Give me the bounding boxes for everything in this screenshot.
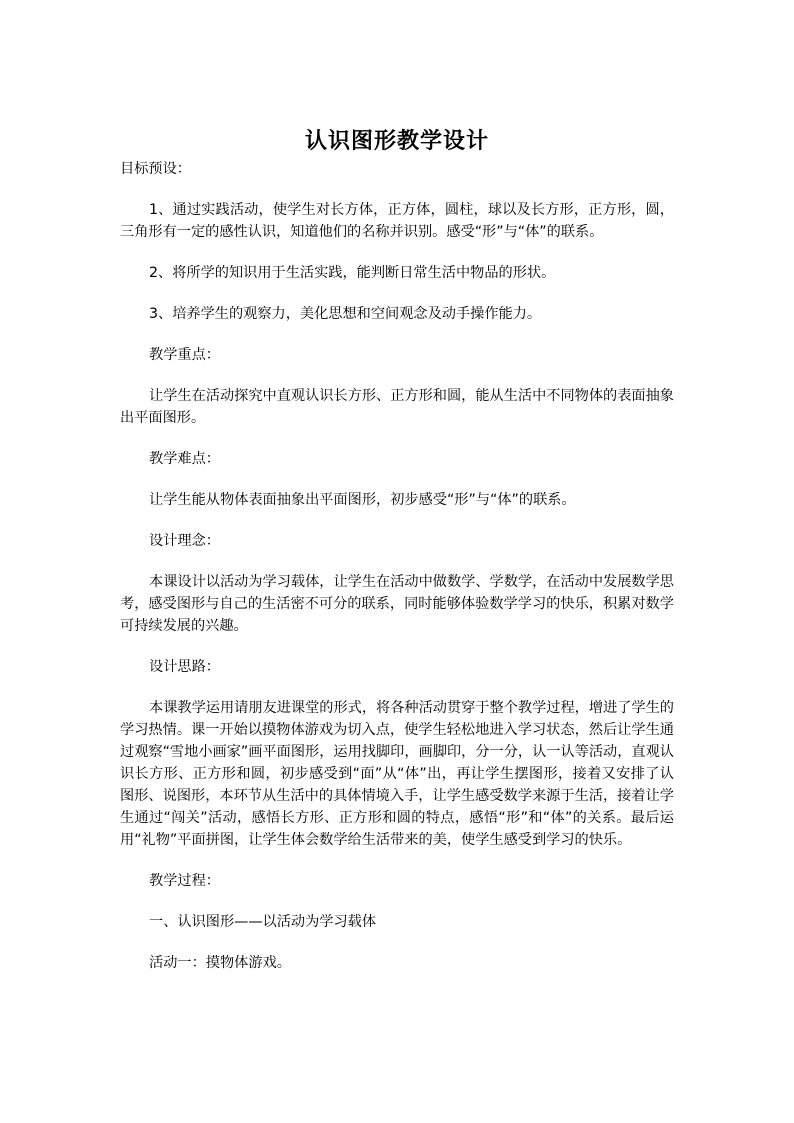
key-points-heading: 教学重点：	[149, 347, 220, 363]
section-1-heading: 一、认识图形——以活动为学习载体	[149, 914, 377, 930]
process-heading: 教学过程：	[149, 873, 220, 889]
concept-paragraph: 本课设计以活动为学习载体，让学生在活动中做数学、学数学，在活动中发展数学思考，感受图形与自己的生活密不可分的联系，同时能够体验数学学习的快乐，积累对数学可持续发展的兴趣。	[120, 574, 674, 634]
key-points-paragraph: 让学生在活动探究中直观认识长方形、正方形和圆，能从生活中不同物体的表面抽象出平面图形。	[120, 388, 674, 426]
document-title: 认识图形教学设计	[304, 128, 489, 154]
approach-paragraph: 本课教学运用请朋友进课堂的形式，将各种活动贯穿于整个教学过程，增进了学生的学习热情。课一开始以摸物体游戏为切入点，使学生轻松地进入学习状态，然后让学生通过观察“雪地小画家”画平面图形，运用找脚印，画脚印，分一分，认一认等活动，直观认识长方形、正方形和圆，初步感受到“面”从“体”出，再让学生摆图形，接着又安排了认图形、说图形，本环节从生活中的具体情境入手，让学生感受数学来源于生活，接着让学生通过“闯关”活动，感悟长方形、正方形和圆的特点，感悟“形”和“体”的关系。最后运用“礼物”平面拼图，让学生体会数学给生活带来的美，使学生感受到学习的快乐。	[120, 700, 674, 848]
goals-heading: 目标预设：	[120, 161, 191, 177]
concept-heading: 设计理念：	[149, 533, 220, 549]
goal-1-paragraph: 1、通过实践活动，使学生对长方体，正方体，圆柱，球以及长方形，正方形，圆，三角形有一定的感性认识，知道他们的名称并识别。感受“形”与“体”的联系。	[120, 202, 674, 240]
goal-2-paragraph: 2、将所学的知识用于生活实践，能判断日常生活中物品的形状。	[149, 265, 556, 281]
document-body	[120, 126, 674, 974]
activity-1-heading: 活动一：摸物体游戏。	[149, 955, 291, 971]
difficulties-heading: 教学难点：	[149, 451, 220, 467]
goal-3-paragraph: 3、培养学生的观察力，美化思想和空间观念及动手操作能力。	[149, 306, 542, 322]
difficulties-paragraph: 让学生能从物体表面抽象出平面图形，初步感受“形”与“体”的联系。	[149, 492, 576, 508]
approach-heading: 设计思路：	[149, 659, 220, 675]
